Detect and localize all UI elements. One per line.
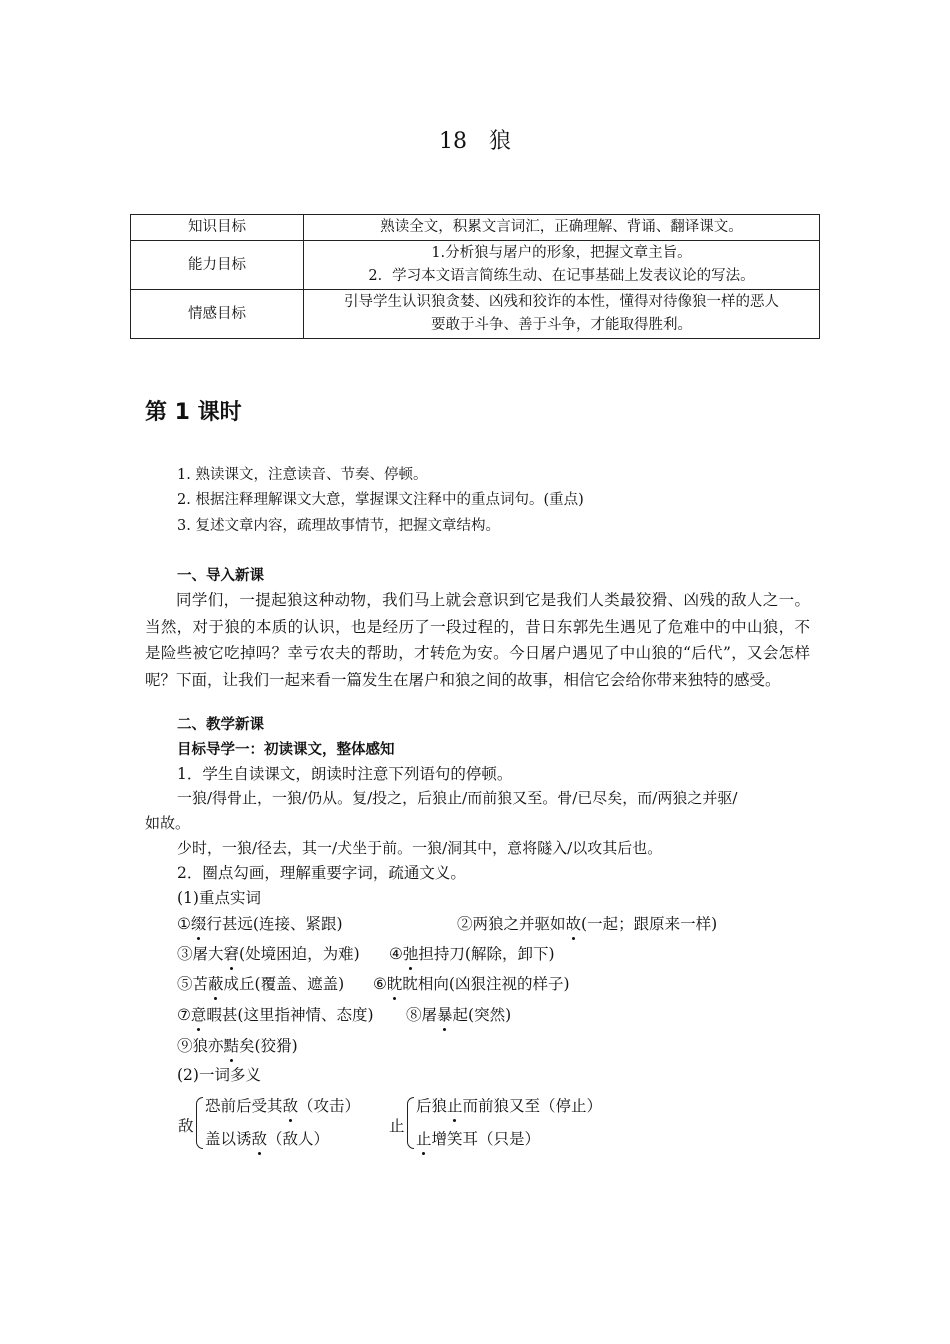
sub-heading: (2)一词多义 bbox=[177, 1066, 261, 1084]
vocab-item: ⑨狼亦黠矣(狡猾) bbox=[177, 1034, 298, 1056]
objective-item: 3. 复述文章内容，疏理故事情节，把握文章结构。 bbox=[177, 518, 500, 534]
goal-label: 能力目标 bbox=[131, 241, 304, 290]
vocab-item: ⑥眈眈相向(凶狠注视的样子) bbox=[373, 972, 570, 994]
goal-label: 情感目标 bbox=[131, 290, 304, 339]
brace-mark bbox=[407, 1097, 414, 1149]
page-title: 18 狼 bbox=[439, 129, 511, 154]
table-row bbox=[131, 290, 820, 339]
vocab-item: ⑧屠暴起(突然) bbox=[406, 1003, 511, 1025]
goal-content: 熟读全文，积累文言词汇，正确理解、背诵、翻译课文。 bbox=[304, 215, 820, 241]
section-heading: 二、教学新课 bbox=[177, 717, 264, 733]
goal-content: 引导学生认识狼贪婪、凶残和狡诈的本性，懂得对待像狼一样的恶人 要敢于斗争、善于斗争，才能取得胜利。 bbox=[304, 290, 820, 339]
polysemy-item: 后狼止而前狼又至（停止） bbox=[416, 1094, 602, 1116]
objective-item: 2. 根据注释理解课文大意，掌握课文注释中的重点词句。(重点) bbox=[177, 492, 584, 508]
table-row bbox=[131, 215, 820, 241]
section-heading: 一、导入新课 bbox=[177, 568, 264, 584]
objective-item: 1. 熟读课文，注意读音、节奏、停顿。 bbox=[177, 467, 428, 483]
polysemy-item: 恐前后受其敌（攻击） bbox=[205, 1094, 360, 1116]
table-row bbox=[131, 241, 820, 290]
polysemy-item: 止增笑耳（只是） bbox=[416, 1127, 540, 1149]
lesson-title: 第 1 课时 bbox=[145, 400, 242, 425]
polysemy-char: 止 bbox=[389, 1117, 405, 1135]
vocab-item: ④弛担持刀(解除，卸下) bbox=[389, 942, 555, 964]
vocab-item: ②两狼之并驱如故(一起；跟原来一样) bbox=[457, 912, 717, 934]
goal-content: 1.分析狼与屠户的形象，把握文章主旨。 2．学习本文语言简练生动、在记事基础上发表议论的写法。 bbox=[304, 241, 820, 290]
brace-mark bbox=[196, 1097, 203, 1149]
reading-line: 如故。 bbox=[145, 814, 191, 832]
step-text: 2．圈点勾画，理解重要字词，疏通文义。 bbox=[177, 864, 466, 882]
step-text: 1．学生自读课文，朗读时注意下列语句的停顿。 bbox=[177, 765, 513, 783]
vocab-item: ①缀行甚远(连接、紧跟) bbox=[177, 912, 343, 934]
reading-line: 少时，一狼/径去，其一/犬坐于前。一狼/洞其中，意将隧入/以攻其后也。 bbox=[177, 839, 663, 857]
goal-label: 知识目标 bbox=[131, 215, 304, 241]
goals-table bbox=[130, 214, 820, 339]
polysemy-char: 敌 bbox=[178, 1117, 194, 1135]
sub-heading: (1)重点实词 bbox=[177, 889, 261, 907]
vocab-item: ⑤苫蔽成丘(覆盖、遮盖) bbox=[177, 972, 344, 994]
guide-heading: 目标导学一：初读课文，整体感知 bbox=[177, 742, 395, 758]
vocab-item: ⑦意暇甚(这里指神情、态度) bbox=[177, 1003, 374, 1025]
intro-paragraph: 同学们，一提起狼这种动物，我们马上就会意识到它是我们人类最狡猾、凶残的敌人之一。当然，对于狼的本质的认识，也是经历了一段过程的，昔日东郭先生遇见了危难中的中山狼，不是险些被它吃掉吗？幸亏农夫的帮助，才转危为安。今日屠户遇见了中山狼的“后代”，又会怎样呢？下面，让我们一起来看一篇发生在屠户和狼之间的故事，相信它会给你带来独特的感受。 bbox=[145, 591, 810, 689]
vocab-item: ③屠大窘(处境困迫，为难) bbox=[177, 942, 360, 964]
polysemy-item: 盖以诱敌（敌人） bbox=[205, 1127, 329, 1149]
reading-line: 一狼/得骨止，一狼/仍从。复/投之，后狼止/而前狼又至。骨/已尽矣，而/两狼之并驱/ bbox=[177, 789, 738, 807]
